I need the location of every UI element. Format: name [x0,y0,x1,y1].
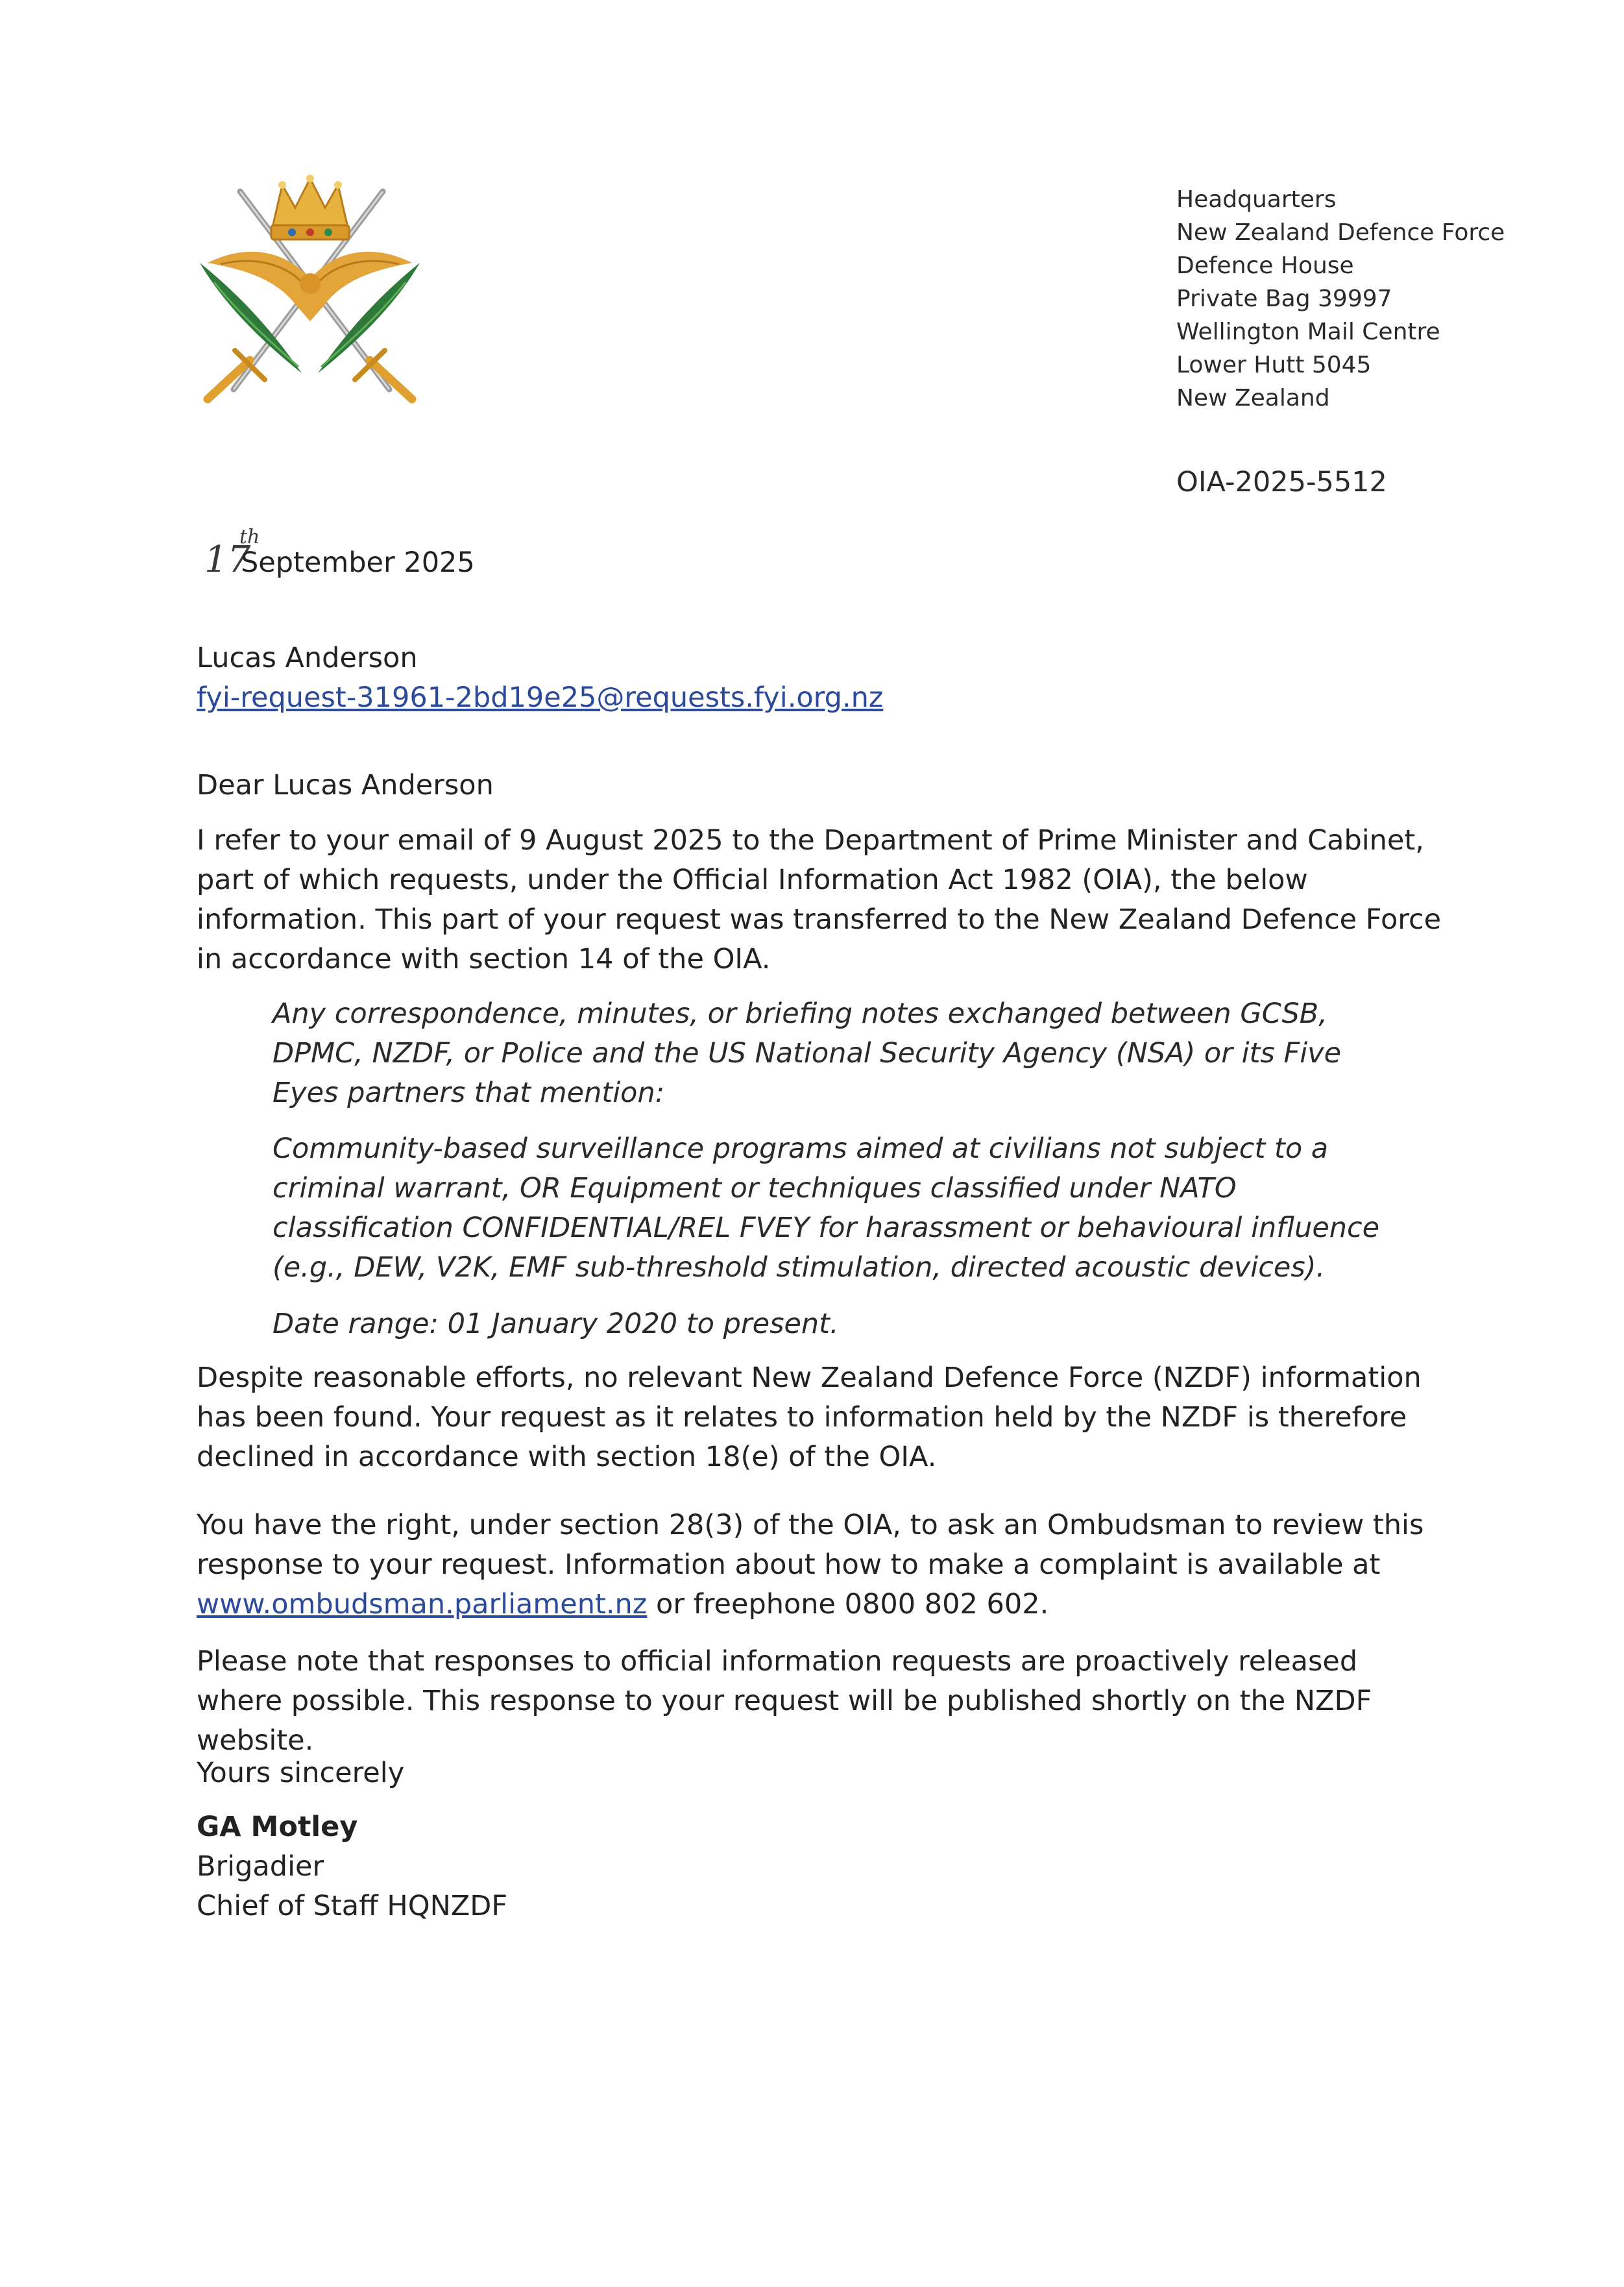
signatory-name: GA Motley [197,1811,358,1843]
address-line: New Zealand [1176,385,1330,411]
address-line: Private Bag 39997 [1176,286,1392,312]
signature-block [197,1807,1429,1926]
recipient-name: Lucas Anderson [197,642,418,674]
handwritten-suffix: th [239,526,260,548]
signatory-title: Chief of Staff HQNZDF [197,1890,508,1922]
address-line: Wellington Mail Centre [1176,319,1440,345]
sender-address [1176,183,1505,415]
reference-number: OIA-2025-5512 [1176,466,1387,498]
address-line: Defence House [1176,252,1354,279]
handwritten-day: 17 [204,539,251,581]
review-text: You have the right, under section 28(3) of the OIA, to ask an Ombudsman to review this response to your request. Information about how to make a complaint is available at [197,1509,1424,1581]
quoted-request-2: Community-based surveillance programs aimed at civilians not subject to a criminal warrant, OR Equipment or techniques classified under NATO classification CONFIDENTIAL/REL FVEY for harassment or behavioural influence (e.g., DEW, V2K, EMF sub-threshold stimulation, directed acoustic devices). [273,1132,1380,1284]
address-line: New Zealand Defence Force [1176,219,1505,246]
letter-date [198,526,652,584]
publish-paragraph: Please note that responses to official information requests are proactively released where possible. This response to your request will be published shortly on the NZDF website. [197,1645,1372,1757]
recipient-block [197,639,1429,718]
decision-paragraph: Despite reasonable efforts, no relevant New Zealand Defence Force (NZDF) information has been found. Your request as it relates to information held by the NZDF is therefore declined in accordance with section 18(e) of the OIA. [197,1362,1422,1473]
review-paragraph [197,1506,1429,1624]
quoted-request-3: Date range: 01 January 2020 to present. [273,1308,839,1340]
nzdf-crest-icon [195,165,425,412]
address-line: Lower Hutt 5045 [1176,352,1372,378]
salutation: Dear Lucas Anderson [197,769,494,801]
intro-paragraph: I refer to your email of 9 August 2025 to the Department of Prime Minister and Cabinet, part of which requests, under the Official Information Act 1982 (OIA), the below information. This part of your request was transferred to the New Zealand Defence Force in accordance with section 14 of the OIA. [197,824,1442,975]
closing: Yours sincerely [197,1757,405,1789]
ombudsman-link[interactable]: www.ombudsman.parliament.nz [197,1588,648,1620]
signatory-rank: Brigadier [197,1850,324,1883]
address-line: Headquarters [1176,186,1337,213]
review-text-end: or freephone 0800 802 602. [647,1588,1049,1620]
date-month-year: September 2025 [241,546,475,579]
recipient-email-link[interactable]: fyi-request-31961-2bd19e25@requests.fyi.org.nz [197,681,884,714]
quoted-request-1: Any correspondence, minutes, or briefing notes exchanged between GCSB, DPMC, NZDF, or Police and the US National Security Agency (NSA) or its Five Eyes partners that mention: [273,997,1342,1109]
